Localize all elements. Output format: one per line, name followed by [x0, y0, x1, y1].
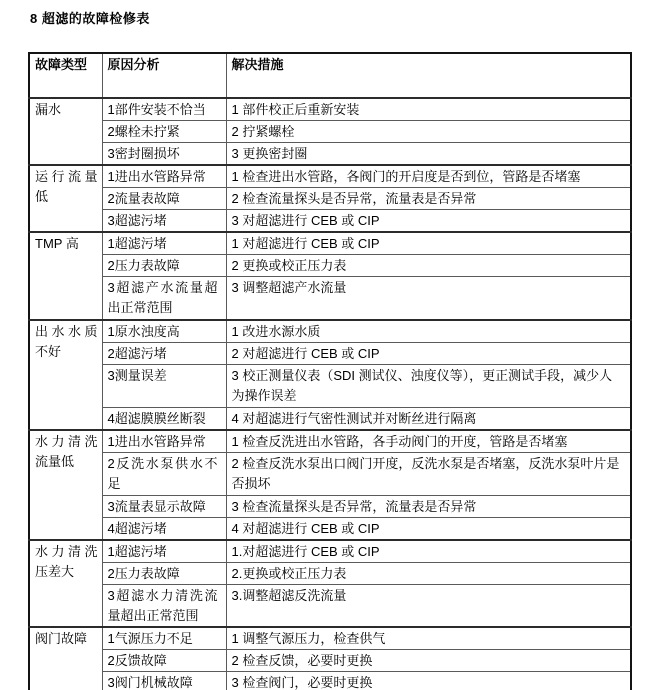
solution-cell: 2 检查流量探头是否异常，流量表是否异常	[226, 188, 631, 210]
table-row	[29, 121, 631, 143]
cause-cell: 1超滤污堵	[102, 232, 226, 255]
solution-cell: 4 对超滤进行 CEB 或 CIP	[226, 517, 631, 540]
table-row	[29, 562, 631, 584]
cause-cell: 2螺栓未拧紧	[102, 121, 226, 143]
fault-type-cell: TMP 高	[29, 232, 102, 320]
header-solution: 解决措施	[226, 53, 631, 98]
solution-cell: 2 检查反洗水泵出口阀门开度，反洗水泵是否堵塞，反洗水泵叶片是否损坏	[226, 452, 631, 495]
cause-cell: 3超滤产水流量超出正常范围	[102, 277, 226, 320]
fault-type-cell: 阀门故障	[29, 627, 102, 690]
table-header-row	[29, 53, 631, 98]
table-row	[29, 452, 631, 495]
table-row	[29, 277, 631, 320]
table-row	[29, 407, 631, 430]
solution-cell: 3 检查阀门，必要时更换	[226, 672, 631, 690]
table-row	[29, 320, 631, 343]
solution-cell: 3 检查流量探头是否异常，流量表是否异常	[226, 495, 631, 517]
solution-cell: 3 校正测量仪表（SDI 测试仪、浊度仪等），更正测试手段，减少人为操作误差	[226, 364, 631, 407]
cause-cell: 3阀门机械故障	[102, 672, 226, 690]
fault-type-cell: 水力清洗流量低	[29, 430, 102, 540]
solution-cell: 2 更换或校正压力表	[226, 255, 631, 277]
solution-cell: 1 检查进出水管路，各阀门的开启度是否到位，管路是否堵塞	[226, 165, 631, 188]
fault-troubleshooting-table	[28, 52, 632, 690]
solution-cell: 3.调整超滤反洗流量	[226, 584, 631, 627]
fault-type-cell: 水力清洗压差大	[29, 540, 102, 628]
cause-cell: 2超滤污堵	[102, 342, 226, 364]
table-row	[29, 517, 631, 540]
solution-cell: 1.对超滤进行 CEB 或 CIP	[226, 540, 631, 563]
solution-cell: 3 对超滤进行 CEB 或 CIP	[226, 210, 631, 233]
solution-cell: 2 对超滤进行 CEB 或 CIP	[226, 342, 631, 364]
solution-cell: 3 调整超滤产水流量	[226, 277, 631, 320]
solution-cell: 4 对超滤进行气密性测试并对断丝进行隔离	[226, 407, 631, 430]
solution-cell: 1 改进水源水质	[226, 320, 631, 343]
cause-cell: 3超滤水力清洗流量超出正常范围	[102, 584, 226, 627]
table-row	[29, 165, 631, 188]
solution-cell: 3 更换密封圈	[226, 143, 631, 166]
cause-cell: 4超滤膜膜丝断裂	[102, 407, 226, 430]
fault-type-cell: 出水水质不好	[29, 320, 102, 430]
solution-cell: 1 调整气源压力，检查供气	[226, 627, 631, 650]
cause-cell: 4超滤污堵	[102, 517, 226, 540]
table-row	[29, 98, 631, 121]
header-fault-type: 故障类型	[29, 53, 102, 98]
cause-cell: 2压力表故障	[102, 255, 226, 277]
table-row	[29, 672, 631, 690]
solution-cell: 2 拧紧螺栓	[226, 121, 631, 143]
cause-cell: 3超滤污堵	[102, 210, 226, 233]
table-row	[29, 342, 631, 364]
cause-cell: 2流量表故障	[102, 188, 226, 210]
cause-cell: 1进出水管路异常	[102, 165, 226, 188]
table-row	[29, 495, 631, 517]
cause-cell: 2反馈故障	[102, 650, 226, 672]
page-title: 8 超滤的故障检修表	[30, 11, 150, 26]
cause-cell: 1部件安装不恰当	[102, 98, 226, 121]
solution-cell: 1 对超滤进行 CEB 或 CIP	[226, 232, 631, 255]
solution-cell: 2 检查反馈，必要时更换	[226, 650, 631, 672]
fault-type-cell: 运行流量低	[29, 165, 102, 232]
table-row	[29, 188, 631, 210]
table-row	[29, 143, 631, 166]
cause-cell: 1超滤污堵	[102, 540, 226, 563]
cause-cell: 1原水浊度高	[102, 320, 226, 343]
table-row	[29, 364, 631, 407]
solution-cell: 1 检查反洗进出水管路，各手动阀门的开度，管路是否堵塞	[226, 430, 631, 453]
fault-type-cell: 漏水	[29, 98, 102, 165]
solution-cell: 1 部件校正后重新安装	[226, 98, 631, 121]
cause-cell: 1进出水管路异常	[102, 430, 226, 453]
table-row	[29, 627, 631, 650]
cause-cell: 3测量误差	[102, 364, 226, 407]
table-row	[29, 210, 631, 233]
cause-cell: 2压力表故障	[102, 562, 226, 584]
cause-cell: 3密封圈损坏	[102, 143, 226, 166]
table-row	[29, 232, 631, 255]
table-row	[29, 255, 631, 277]
table-row	[29, 430, 631, 453]
cause-cell: 2反洗水泵供水不足	[102, 452, 226, 495]
table-row	[29, 584, 631, 627]
solution-cell: 2.更换或校正压力表	[226, 562, 631, 584]
table-row	[29, 540, 631, 563]
cause-cell: 1气源压力不足	[102, 627, 226, 650]
table-row	[29, 650, 631, 672]
cause-cell: 3流量表显示故障	[102, 495, 226, 517]
header-cause-analysis: 原因分析	[102, 53, 226, 98]
